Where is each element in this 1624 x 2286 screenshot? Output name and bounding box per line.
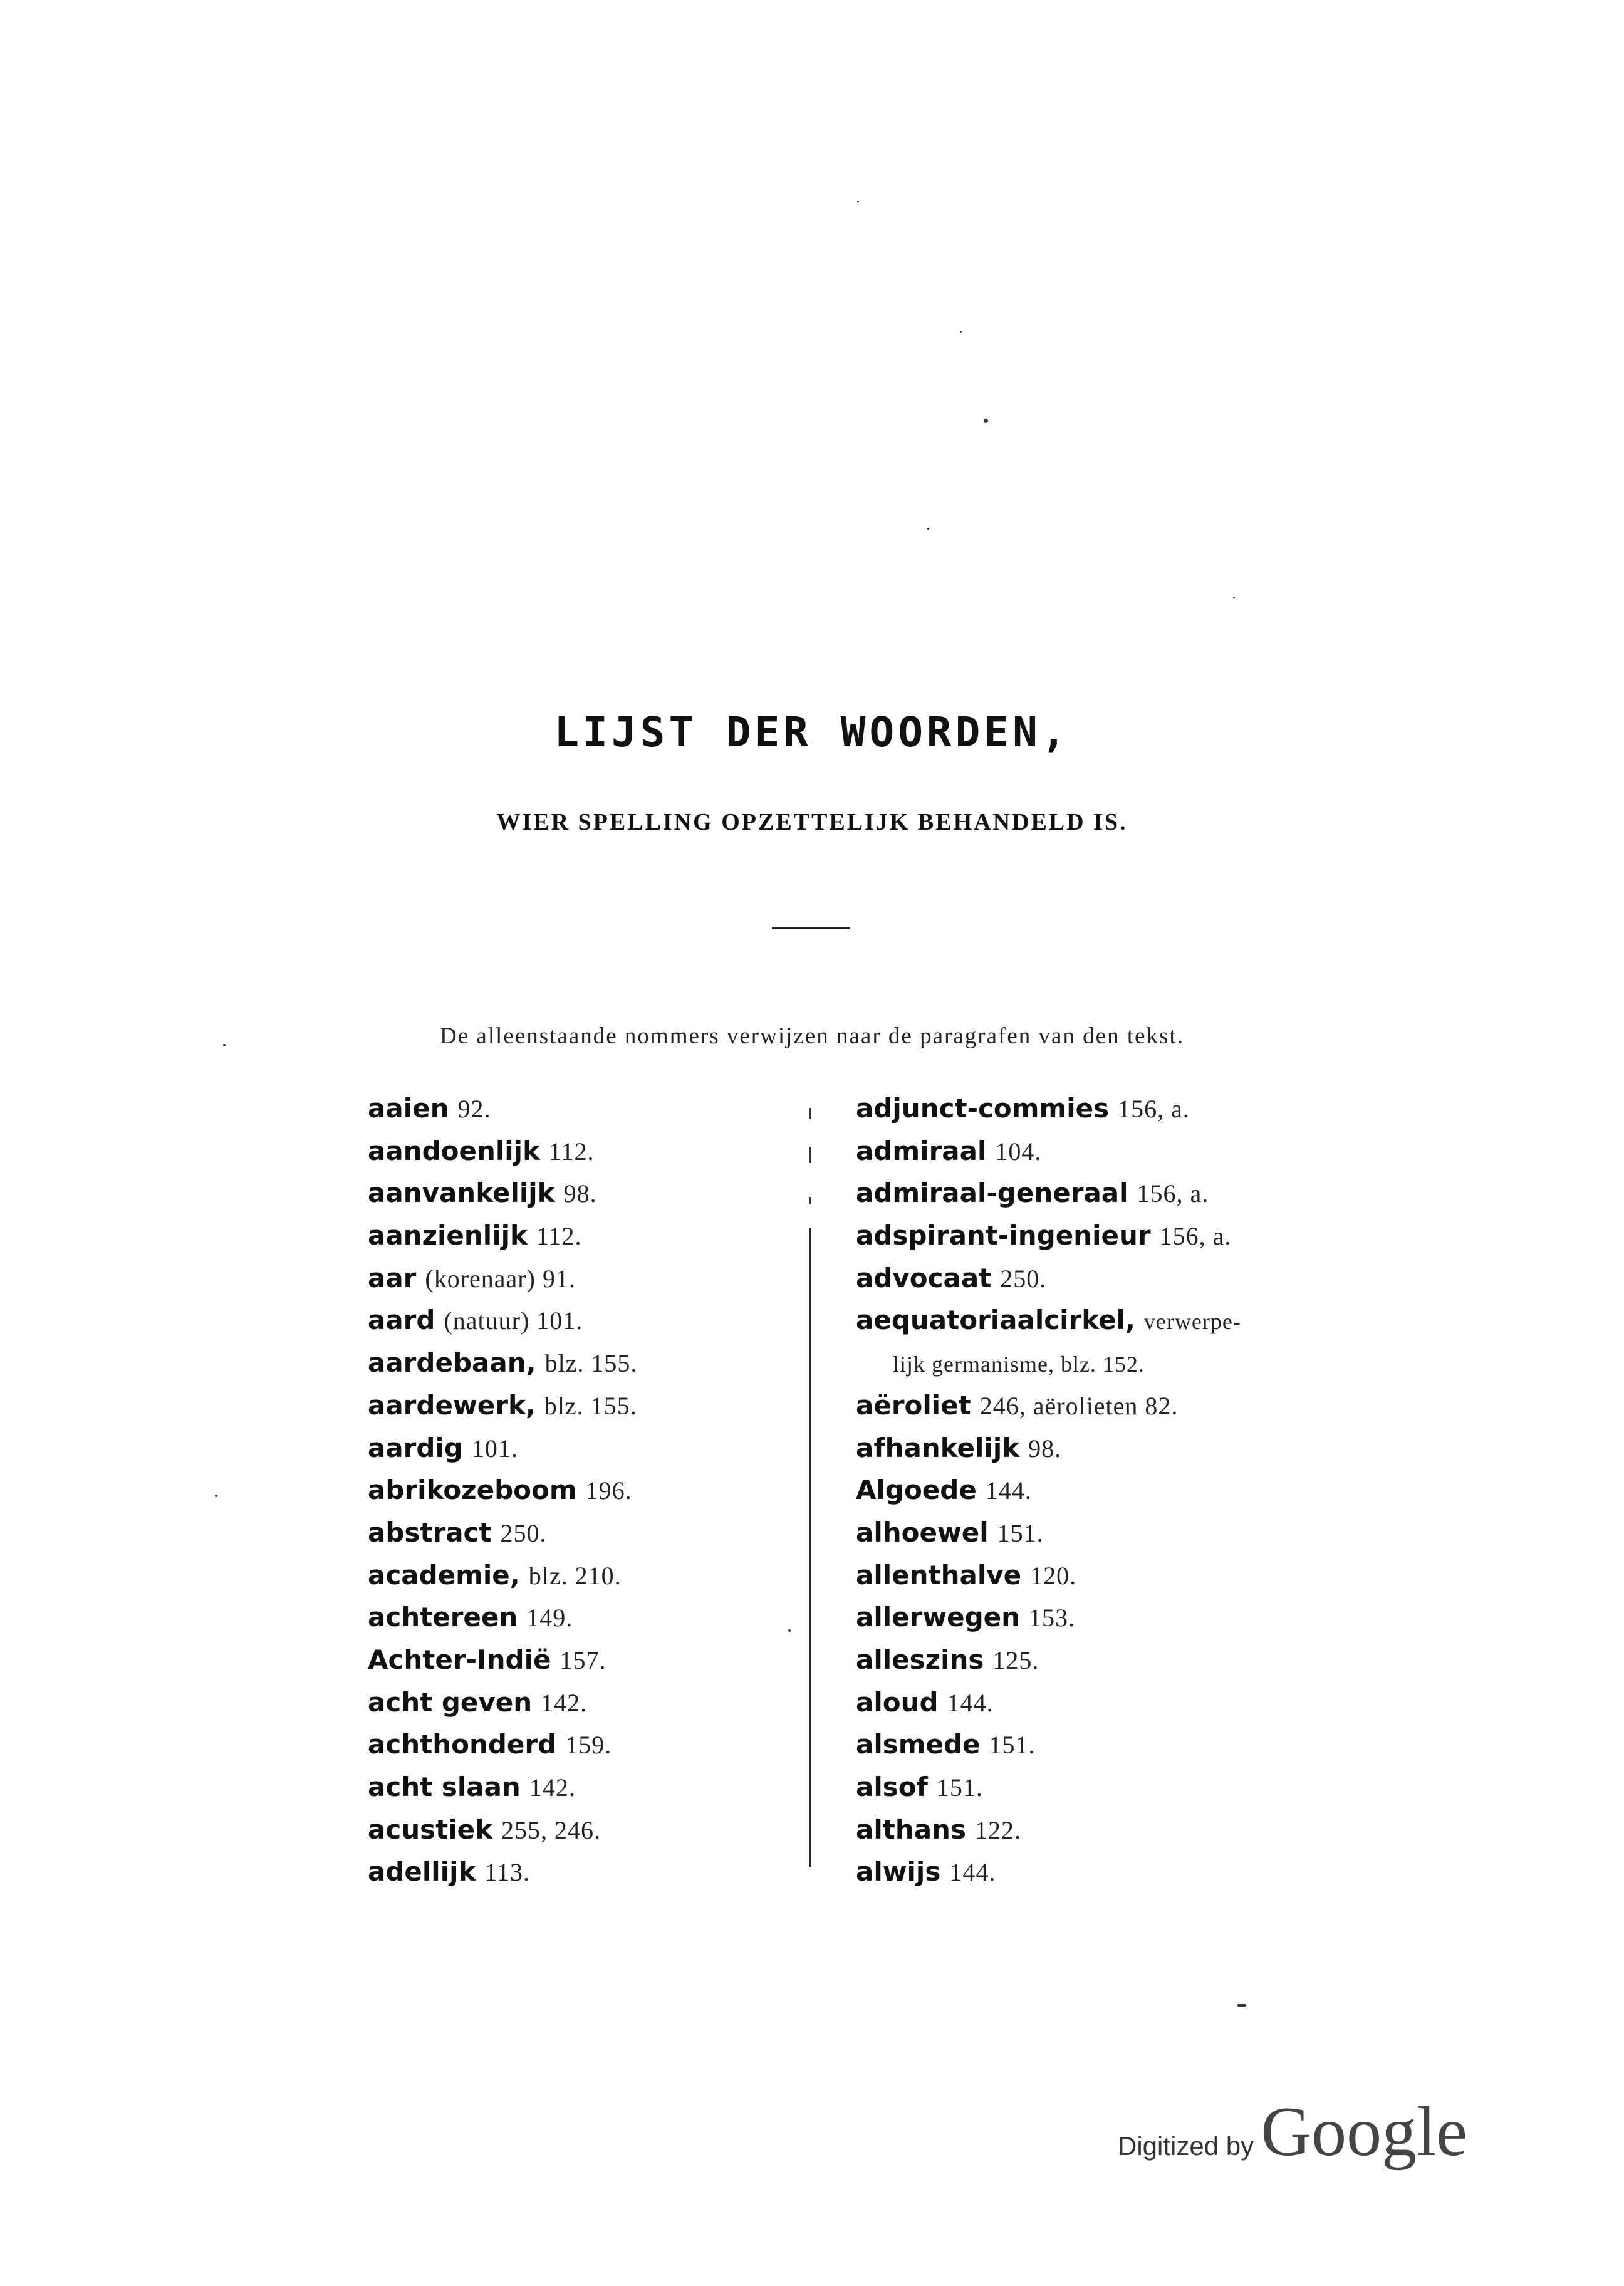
list-item [856, 1087, 1241, 1130]
list-item [856, 1808, 1241, 1851]
entry-ref: 156, a. [1137, 1179, 1209, 1208]
entry-word: aanzienlijk [368, 1220, 528, 1251]
scan-speck [788, 1629, 791, 1632]
list-item [856, 1469, 1241, 1511]
entry-word: aardebaan, [368, 1347, 536, 1379]
entry-ref: 104. [995, 1137, 1042, 1166]
scan-speck [215, 1495, 217, 1497]
right-word-column [856, 1087, 1241, 1893]
entry-word: aard [368, 1305, 435, 1336]
entry-ref: (natuur) 101. [444, 1307, 583, 1335]
entry-word: abrikozeboom [368, 1474, 577, 1506]
list-item [368, 1681, 637, 1724]
entry-ref: blz. 155. [544, 1391, 637, 1420]
list-item [368, 1172, 637, 1214]
list-item [856, 1639, 1241, 1681]
entry-ref: 156, a. [1118, 1095, 1190, 1123]
entry-word: allenthalve [856, 1559, 1022, 1590]
list-item [368, 1130, 637, 1172]
list-item [856, 1554, 1241, 1597]
entry-word: aanvankelijk [368, 1177, 555, 1209]
list-item [368, 1299, 637, 1342]
page-title: LIJST DER WOORDEN, [554, 708, 1070, 756]
list-item [368, 1214, 637, 1257]
list-item [368, 1596, 637, 1639]
entry-word: althans [856, 1814, 966, 1845]
entry-ref: (korenaar) 91. [425, 1264, 576, 1293]
list-item [368, 1639, 637, 1681]
entry-ref: 144. [949, 1858, 996, 1887]
entry-word: Achter-Indië [368, 1644, 551, 1675]
list-item [856, 1427, 1241, 1469]
entry-word: alhoewel [856, 1516, 989, 1548]
list-item [856, 1130, 1241, 1172]
entry-ref: 151. [997, 1518, 1044, 1547]
list-item [368, 1850, 637, 1893]
list-item [368, 1427, 637, 1469]
entry-word: aar [368, 1262, 417, 1293]
entry-word: academie, [368, 1559, 520, 1590]
list-item [856, 1172, 1241, 1214]
entry-ref: 113. [484, 1858, 530, 1887]
reference-note: De alleenstaande nommers verwijzen naar de paragrafen van den tekst. [440, 1023, 1184, 1049]
entry-ref: 255, 246. [501, 1815, 601, 1844]
entry-word: aequatoriaalcirkel, [856, 1305, 1135, 1336]
entry-ref: 159. [565, 1731, 612, 1760]
entry-ref: 250. [1000, 1264, 1047, 1293]
column-divider [809, 1228, 811, 1867]
entry-ref: 156, a. [1159, 1222, 1232, 1251]
list-item [368, 1342, 637, 1384]
entry-word: achtereen [368, 1602, 518, 1633]
list-item [368, 1384, 637, 1427]
entry-word: allerwegen [856, 1602, 1021, 1633]
list-item [368, 1808, 637, 1851]
list-item [856, 1596, 1241, 1639]
entry-word: achthonderd [368, 1729, 557, 1760]
entry-word: alwijs [856, 1856, 941, 1887]
list-item [856, 1723, 1241, 1766]
list-item-continuation [856, 1342, 1241, 1384]
list-item [856, 1850, 1241, 1893]
divider-fragment [809, 1197, 811, 1204]
scan-speck [223, 1044, 226, 1046]
entry-ref: 120. [1030, 1561, 1077, 1590]
entry-ref: blz. 155. [544, 1349, 638, 1378]
page-subtitle: WIER SPELLING OPZETTELIJK BEHANDELD IS. [496, 809, 1128, 835]
entry-word: admiraal [856, 1135, 987, 1166]
entry-ref: 151. [989, 1731, 1036, 1760]
entry-ref: 101. [471, 1434, 518, 1463]
entry-word: adjunct-commies [856, 1093, 1110, 1124]
entry-word: admiraal-generaal [856, 1177, 1128, 1209]
entry-ref: 92. [457, 1095, 491, 1123]
entry-ref: verwerpe- [1143, 1309, 1241, 1335]
entry-word: abstract [368, 1516, 492, 1548]
list-item [856, 1511, 1241, 1554]
entry-word: adspirant-ingenieur [856, 1220, 1151, 1251]
list-item [368, 1766, 637, 1808]
list-item [368, 1511, 637, 1554]
entry-ref: 149. [526, 1604, 573, 1632]
scan-speck [857, 201, 859, 202]
entry-ref: 153. [1029, 1604, 1076, 1632]
digitized-footer [1118, 2092, 1467, 2173]
entry-word: aëroliet [856, 1389, 971, 1421]
entry-ref: 142. [541, 1688, 588, 1717]
entry-word: Algoede [856, 1474, 977, 1506]
google-logo: Google [1261, 2093, 1467, 2171]
entry-word: aaien [368, 1093, 449, 1124]
entry-word: alsof [856, 1772, 928, 1802]
list-item [368, 1723, 637, 1766]
entry-word: aardig [368, 1432, 463, 1463]
scan-speck [1237, 2004, 1246, 2007]
entry-word: alleszins [856, 1644, 984, 1675]
entry-ref: 98. [563, 1179, 597, 1208]
entry-word: acht slaan [368, 1772, 521, 1802]
entry-word: alsmede [856, 1729, 981, 1760]
entry-ref: 196. [585, 1476, 632, 1505]
entry-ref: 112. [549, 1137, 595, 1166]
entry-ref: 151. [936, 1773, 983, 1802]
entry-word: aloud [856, 1686, 939, 1718]
entry-word: acht geven [368, 1686, 533, 1718]
list-item [368, 1469, 637, 1511]
list-item [368, 1087, 637, 1130]
entry-ref: 98. [1028, 1434, 1062, 1463]
entry-word: aardewerk, [368, 1389, 536, 1421]
digitized-by-text: Digitized by [1118, 2131, 1254, 2161]
list-item [368, 1554, 637, 1597]
title-rule [772, 927, 850, 929]
entry-ref: 142. [529, 1773, 576, 1802]
list-item [856, 1299, 1241, 1342]
list-item [856, 1384, 1241, 1427]
entry-ref: blz. 210. [528, 1561, 622, 1590]
scan-speck [984, 419, 988, 423]
left-word-column [368, 1087, 637, 1893]
entry-ref: 112. [536, 1222, 582, 1251]
entry-ref: 144. [985, 1476, 1032, 1505]
entry-ref: 246, aërolieten 82. [979, 1391, 1179, 1420]
entry-ref: lijk germanisme, blz. 152. [893, 1352, 1145, 1377]
list-item [856, 1214, 1241, 1257]
entry-ref: 250. [500, 1518, 547, 1547]
scan-speck [1233, 597, 1235, 598]
divider-fragment [809, 1108, 811, 1119]
entry-ref: 144. [947, 1688, 994, 1717]
scan-speck [927, 528, 929, 530]
scan-speck [960, 331, 962, 333]
list-item [856, 1257, 1241, 1300]
entry-ref: 122. [974, 1815, 1021, 1844]
entry-word: adellijk [368, 1856, 476, 1887]
entry-ref: 125. [992, 1646, 1039, 1674]
list-item [856, 1681, 1241, 1724]
entry-word: aandoenlijk [368, 1135, 541, 1166]
list-item [856, 1766, 1241, 1808]
entry-word: advocaat [856, 1262, 992, 1293]
entry-word: afhankelijk [856, 1432, 1020, 1463]
list-item [368, 1257, 637, 1300]
entry-ref: 157. [560, 1646, 606, 1674]
divider-fragment [809, 1147, 811, 1163]
entry-word: acustiek [368, 1814, 493, 1845]
